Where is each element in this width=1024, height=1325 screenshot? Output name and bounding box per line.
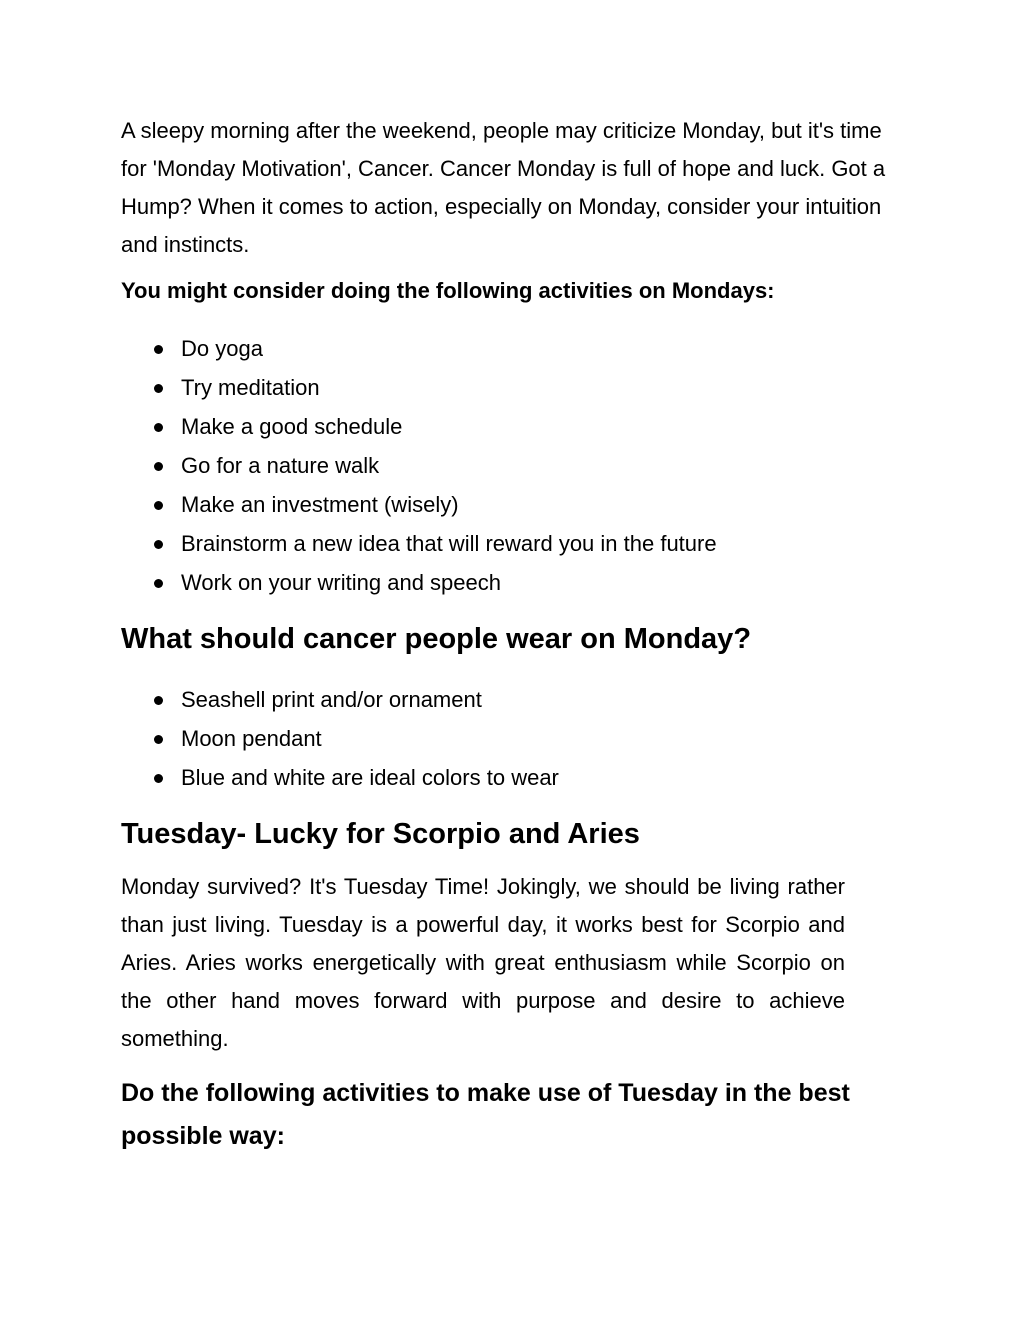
monday-activities-lead: You might consider doing the following activities on Mondays:	[121, 278, 775, 303]
bullet-icon	[154, 345, 163, 354]
monday-wear-list	[121, 680, 901, 797]
tuesday-activities-heading: Do the following activities to make use of Tuesday in the best possible way:	[121, 1079, 850, 1150]
monday-wear-heading: What should cancer people wear on Monday?	[121, 623, 752, 655]
tuesday-heading: Tuesday- Lucky for Scorpio and Aries	[121, 818, 640, 850]
monday-activities-list	[121, 329, 901, 602]
document-page	[121, 112, 901, 1158]
list-item: Go for a nature walk	[121, 446, 901, 485]
list-item: Try meditation	[121, 368, 901, 407]
bullet-icon	[154, 735, 163, 744]
bullet-icon	[154, 774, 163, 783]
bullet-icon	[154, 501, 163, 510]
bullet-icon	[154, 423, 163, 432]
bullet-icon	[154, 540, 163, 549]
list-item: Brainstorm a new idea that will reward you in the future	[121, 524, 901, 563]
bullet-icon	[154, 579, 163, 588]
list-item: Do yoga	[121, 329, 901, 368]
list-item: Work on your writing and speech	[121, 563, 901, 602]
tuesday-paragraph: Monday survived? It's Tuesday Time! Jokingly, we should be living rather than just living. Tuesday is a powerful day, it works best for Scorpio and Aries. Aries works energetically with great enthusiasm while Scorpio on the other hand moves forward with purpose and desire to achieve something.	[121, 874, 845, 1051]
list-item: Moon pendant	[121, 719, 901, 758]
bullet-icon	[154, 384, 163, 393]
list-item: Make an investment (wisely)	[121, 485, 901, 524]
bullet-icon	[154, 462, 163, 471]
list-item: Blue and white are ideal colors to wear	[121, 758, 901, 797]
bullet-icon	[154, 696, 163, 705]
list-item: Make a good schedule	[121, 407, 901, 446]
intro-paragraph: A sleepy morning after the weekend, people may criticize Monday, but it's time for 'Monday Motivation', Cancer. Cancer Monday is full of hope and luck. Got a Hump? When it comes to action, especially on Monday, consider your intuition and instincts.	[121, 118, 886, 257]
list-item: Seashell print and/or ornament	[121, 680, 901, 719]
